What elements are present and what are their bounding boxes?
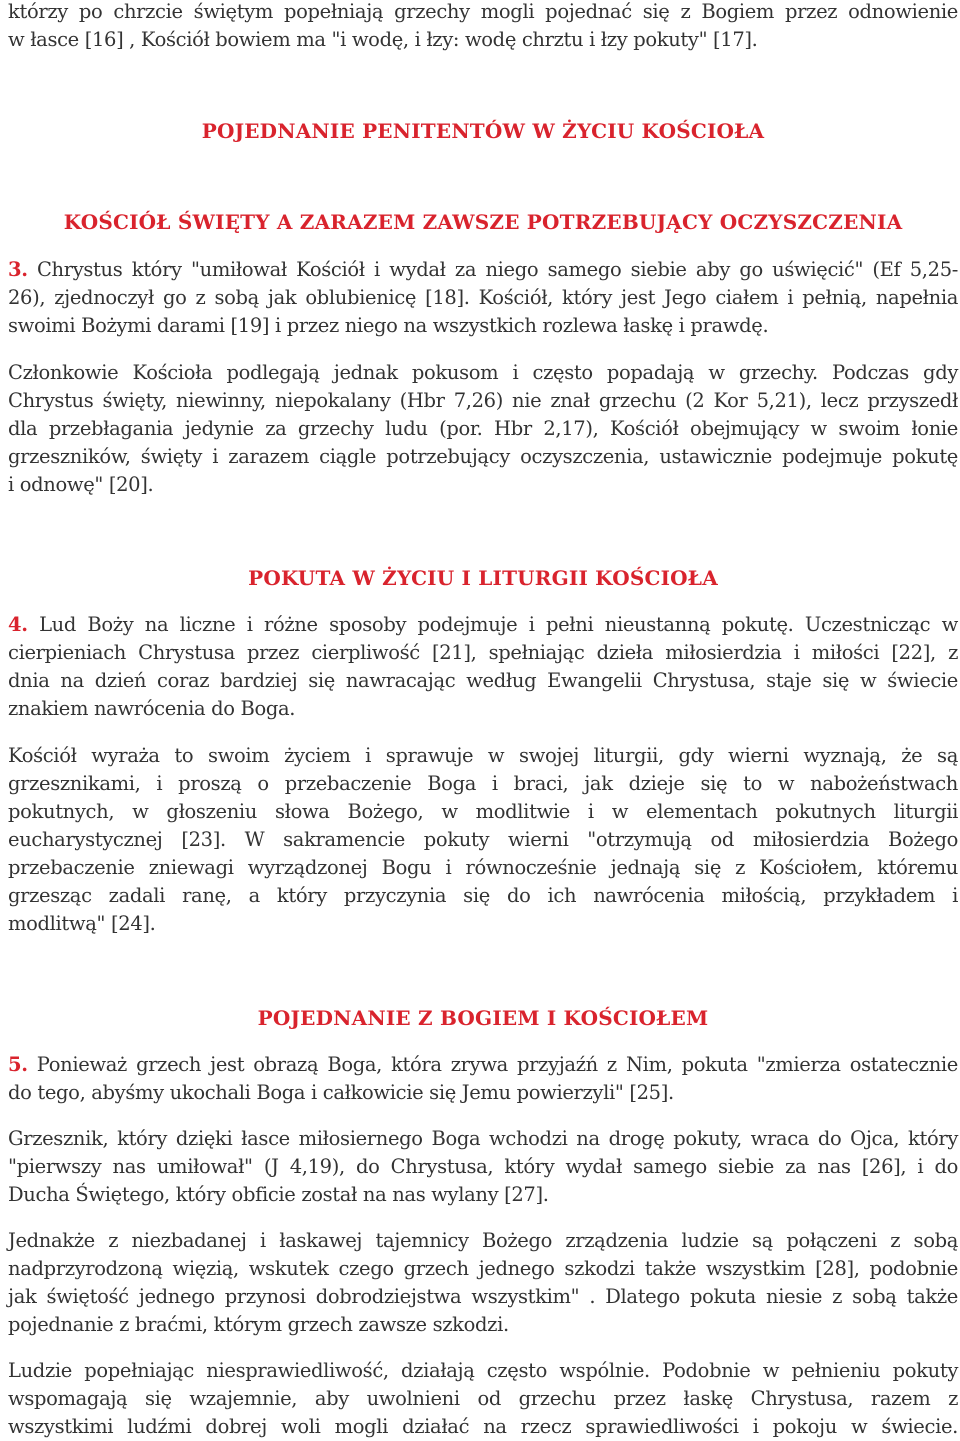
section-1-title: KOŚCIÓŁ ŚWIĘTY A ZARAZEM ZAWSZE POTRZEBUJĄCY OCZYSZCZENIA [63,210,903,234]
section-2-paragraph-1-line-4: znakiem nawrócenia do Boga. [8,697,296,720]
section-3-paragraph-3-line-1: Jednakże z niezbadanej i łaskawej tajemnicy Bożego zrządzenia ludzie są połączeni z sobą [8,1229,958,1252]
section-1-paragraph-1-line-3: swoimi Bożymi darami [19] i przez niego na wszystkich rozlewa łaskę i prawdę. [8,314,769,337]
section-2-paragraph-1-line-2: cierpieniach Chrystusa przez cierpliwość [21], spełniając dzieła miłosierdzia i miłości [22], z [8,641,958,664]
section-2-paragraph-2-line-3: pokutnych, w głoszeniu słowa Bożego, w modlitwie i w elementach pokutnych liturgii [8,800,958,823]
section-1-paragraph-1-line-2: 26), zjednoczył go z sobą jak oblubienicę [18]. Kościół, który jest Jego ciałem i pełnią, napełnia [8,286,958,309]
section-2-paragraph-1-line-3: dnia na dzień coraz bardziej się nawracając według Ewangelii Chrystusa, staje się w świecie [8,669,958,692]
section-3-paragraph-3-line-3: jak świętość jednego przynosi dobrodziejstwa wszystkim" . Dlatego pokuta niesie z sobą także [8,1285,958,1308]
section-1-paragraph-2-line-3: dla przebłagania jedynie za grzechy ludu (por. Hbr 2,17), Kościół obejmujący w swoim łonie [8,417,958,440]
section-2-paragraph-2-line-5: przebaczenie zniewagi wyrządzonej Bogu i równocześnie jednają się z Kościołem, któremu [8,856,958,879]
section-3-title: POJEDNANIE Z BOGIEM I KOŚCIOŁEM [257,1006,709,1030]
section-2-title: POKUTA W ŻYCIU I LITURGII KOŚCIOŁA [248,566,718,590]
section-2-paragraph-2-line-2: grzesznikami, i proszą o przebaczenie Boga i braci, jak dzieje się to w nabożeństwach [8,772,958,795]
section-3-paragraph-1-line-2: do tego, abyśmy ukochali Boga i całkowicie się Jemu powierzyli" [25]. [8,1081,674,1104]
section-1-paragraph-1-line-1: 3. Chrystus który "umiłował Kościół i wydał za niego samego siebie aby go uświęcić" (Ef 5,25- [8,258,958,281]
section-3-paragraph-3-line-2: nadprzyrodzoną więzią, wskutek czego grzech jednego szkodzi także wszystkim [28], podobnie [8,1257,958,1280]
section-1-paragraph-2-line-4: grzeszników, święty i zarazem ciągle potrzebujący oczyszczenia, ustawicznie podejmuje pokutę [8,445,958,468]
section-2-paragraph-1-line-1: 4. Lud Boży na liczne i różne sposoby podejmuje i pełni nieustanną pokutę. Uczestnicząc w [8,613,958,636]
section-2-paragraph-2-line-7: modlitwą" [24]. [8,912,156,935]
section-1-paragraph-2-line-2: Chrystus święty, niewinny, niepokalany (Hbr 7,26) nie znał grzechu (2 Kor 5,21), lecz przyszedł [8,389,958,412]
section-3-number: 5. [8,1053,28,1076]
section-main-title: POJEDNANIE PENITENTÓW W ŻYCIU KOŚCIOŁA [201,119,765,143]
section-3-paragraph-2-line-2: "pierwszy nas umiłował" (J 4,19), do Chrystusa, który wydał samego siebie za nas [26], i do [8,1155,958,1178]
section-1-paragraph-2-line-5: i odnowę" [20]. [8,473,154,496]
section-2-paragraph-2-line-6: grzesząc zadali ranę, a który przyczynia się do ich nawrócenia miłością, przykładem i [8,884,958,907]
section-2-number: 4. [8,613,28,636]
section-2-paragraph-2-line-1: Kościół wyraża to swoim życiem i sprawuje w swojej liturgii, gdy wierni wyznają, że są [8,744,958,767]
section-3-paragraph-2-line-1: Grzesznik, który dzięki łasce miłosiernego Boga wchodzi na drogę pokuty, wraca do Ojca, który [8,1127,958,1150]
intro-line-1: którzy po chrzcie świętym popełniają grzechy mogli pojednać się z Bogiem przez odnowienie [8,0,958,23]
section-2-paragraph-2-line-4: eucharystycznej [23]. W sakramencie pokuty wierni "otrzymują od miłosierdzia Bożego [8,828,958,851]
section-3-paragraph-4-line-2: wspomagają się wzajemnie, aby uwolnieni od grzechu przez łaskę Chrystusa, razem z [8,1387,958,1410]
section-3-paragraph-4-line-3: wszystkimi ludźmi dobrej woli mogli działać na rzecz sprawiedliwości i pokoju w świecie. [8,1415,958,1438]
section-3-paragraph-3-line-4: pojednanie z braćmi, którym grzech zawsze szkodzi. [8,1313,509,1336]
section-3-paragraph-4-line-1: Ludzie popełniając niesprawiedliwość, działają często wspólnie. Podobnie w pełnieniu pokuty [8,1359,958,1382]
section-3-paragraph-1-line-1: 5. Ponieważ grzech jest obrazą Boga, która zrywa przyjaźń z Nim, pokuta "zmierza ostatecznie [8,1053,958,1076]
intro-line-2: w łasce [16] , Kościół bowiem ma "i wodę, i łzy: wodę chrztu i łzy pokuty" [17]. [8,28,758,51]
section-1-paragraph-2-line-1: Członkowie Kościoła podlegają jednak pokusom i często popadają w grzechy. Podczas gdy [8,361,958,384]
section-1-number: 3. [8,258,28,281]
section-3-paragraph-2-line-3: Ducha Świętego, który obficie został na nas wylany [27]. [8,1183,549,1206]
